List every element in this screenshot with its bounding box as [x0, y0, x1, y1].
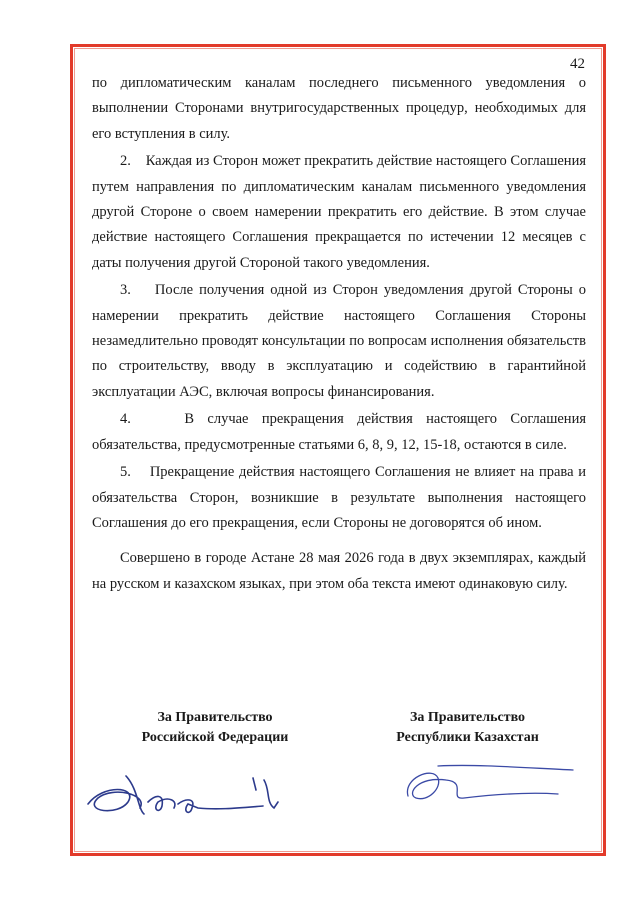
paragraph-4: 4. В случае прекращения действия настоящего Соглашения обязательства, предусмотренные статьями 6, 8, 9, 12, 15-18, остаются в силе.	[92, 411, 586, 453]
signatory-russia	[130, 708, 300, 748]
signature-russia	[78, 764, 298, 824]
paragraph-2: 2. Каждая из Сторон может прекратить действие настоящего Соглашения путем направления по дипломатическим каналам письменного уведомления другой Стороне о своем намерении прекратить его действие. В этом случае действие настоящего Соглашения прекращается по истечении 12 месяцев с даты получения другой Стороной такого уведомления.	[92, 153, 586, 271]
document-body	[92, 71, 586, 597]
page-number: 42	[570, 56, 585, 72]
paragraph-continuation: по дипломатическим каналам последнего письменного уведомления о выполнении Сторонами внутригосударственных процедур, необходимых для его вступления в силу.	[92, 75, 586, 142]
signatory-line2: Российской Федерации	[141, 730, 289, 745]
signatory-line1: За Правительство	[409, 710, 526, 725]
closing-paragraph: Совершено в городе Астане 28 мая 2026 года в двух экземплярах, каждый на русском и казахском языках, при этом оба текста имеют одинаковую силу.	[92, 550, 586, 592]
signatory-line2: Республики Казахстан	[396, 730, 539, 745]
signatory-kazakhstan	[380, 708, 555, 748]
paragraph-3: 3. После получения одной из Сторон уведомления другой Стороны о намерении прекратить действие настоящего Соглашения Стороны незамедлительно проводят консультации по вопросам исполнения обязательств по строительству, вводу в эксплуатацию и содействию в гарантийной эксплуатации АЭС, включая вопросы финансирования.	[92, 282, 586, 400]
paragraph-5: 5. Прекращение действия настоящего Соглашения не влияет на права и обязательства Сторон, возникшие в результате выполнения настоящего Соглашения до его прекращения, если Стороны не договорятся об ином.	[92, 464, 586, 531]
signatory-line1: За Правительство	[157, 710, 273, 725]
signature-kazakhstan	[398, 758, 588, 813]
